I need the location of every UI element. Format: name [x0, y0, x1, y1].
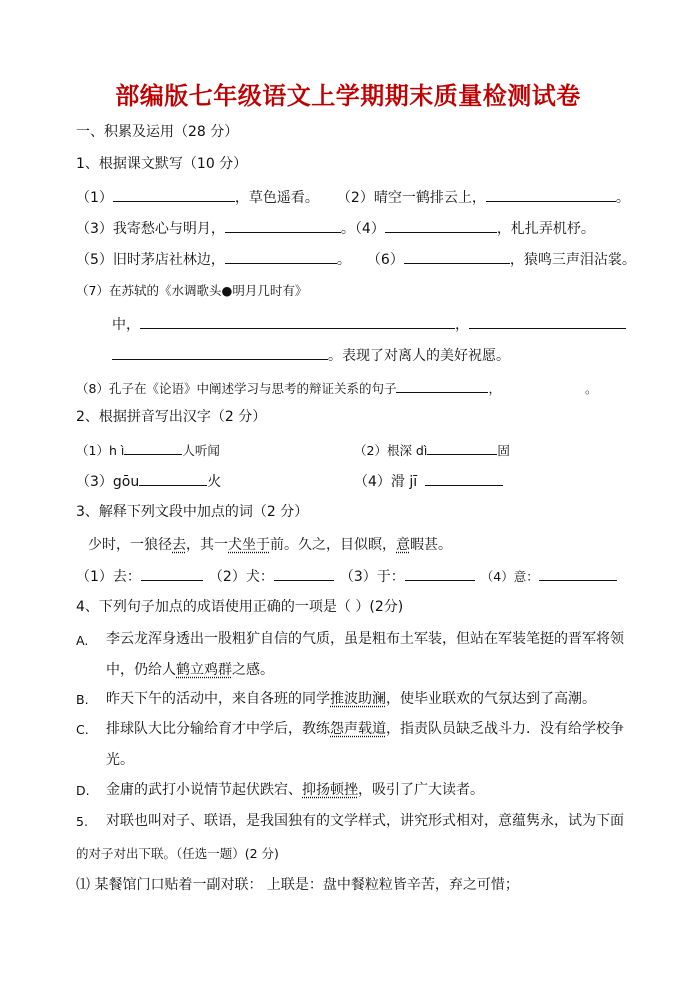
q4-option-b-text: 昨天下午的活动中，来自各班的同学 — [106, 691, 330, 707]
q4-option-d-line1[interactable] — [106, 779, 484, 801]
q3-passage — [88, 534, 452, 556]
q1-item2-text: （2）晴空一鹤排云上， — [336, 190, 486, 206]
q4-option-a-label: A. — [76, 633, 89, 648]
q1-item4-text: ，札扎弄机杼。 — [496, 221, 595, 237]
q3-ans-1-label: （1）去： — [76, 569, 141, 585]
q1-item8-line — [76, 377, 598, 400]
q2-a-label: （1）h ì — [76, 443, 125, 458]
q1-item3-text: （3）我寄愁心与明月， — [76, 221, 225, 237]
q4-option-a-idiom: 鹤立鸡群 — [176, 662, 232, 678]
q1-blank-2[interactable] — [486, 186, 616, 202]
q1-item7-comma: ， — [455, 317, 469, 333]
q1-item8-end: 。 — [584, 381, 598, 396]
exam-title: 部编版七年级语文上学期期末质量检测试卷 — [115, 82, 581, 110]
q1-blank-7a[interactable] — [140, 313, 455, 329]
q3-ans-2-label: （2）犬： — [208, 569, 274, 585]
q5-intro-line1: 对联也叫对子、联语，是我国独有的文学样式，讲究形式相对，意蕴隽永，试为下面 — [106, 813, 624, 829]
q3-dotted-word-quan: 犬 — [228, 537, 242, 553]
q5-intro-line2: 的对子对出下联。（任选一题）(2 分) — [76, 846, 279, 861]
q3-ans-3-label: （3）于： — [339, 569, 405, 585]
q4-option-a-text: 中，仍给人 — [106, 662, 176, 678]
section-1-heading: 一、积累及运用（28 分） — [76, 124, 239, 140]
q1-blank-6[interactable] — [404, 248, 510, 264]
q4-option-c-text: 排球队大比分输给育才中学后，教练 — [106, 721, 330, 737]
q3-passage-part-4: 暇甚。 — [410, 537, 452, 553]
q2-row-1 — [76, 439, 220, 462]
q4-option-c-line2[interactable]: 光。 — [106, 752, 134, 768]
q1-item8-comma: ， — [488, 381, 501, 396]
q2-c-suffix: 火 — [207, 474, 222, 490]
q1-item7-end: 。表现了对离人的美好祝愿。 — [328, 348, 510, 364]
q1-blank-8a[interactable] — [396, 377, 488, 393]
q1-item7-line1 — [76, 280, 307, 302]
q4-option-c-end: ，指责队员缺乏战斗力．没有给学校争 — [386, 721, 624, 737]
q1-blank-7b[interactable] — [469, 313, 626, 329]
q4-option-b-idiom: 推波助澜 — [330, 691, 386, 707]
q3-dotted-word-yi: 意 — [396, 537, 410, 553]
q1-item1-text: ，草色遥看。 — [234, 190, 319, 206]
q4-option-c-label: C. — [76, 722, 89, 737]
q3-passage-part-1: 少时，一狼径 — [88, 537, 172, 553]
q1-row-2 — [76, 217, 595, 240]
q2-b-suffix: 固 — [497, 443, 510, 458]
q4-option-c-idiom: 怨声载道 — [330, 721, 386, 737]
q1-item5-text: （5）旧时茅店社林边， — [76, 252, 225, 268]
q1-item6-num: （6） — [366, 252, 404, 268]
q1-item8-text: 孔子在《论语》中阐述学习与思考的辩证关系的句子 — [108, 381, 397, 396]
q2-d-label: （4）滑 jī — [354, 474, 418, 490]
q2-row-1b — [354, 439, 510, 462]
q4-option-c-line1[interactable] — [106, 718, 624, 740]
q1-heading: 1、根据课文默写（10 分） — [76, 156, 248, 172]
q4-option-a-end: 之感。 — [232, 662, 274, 678]
q3-dotted-word-zuoyu: 坐于 — [242, 537, 270, 553]
q1-blank-3[interactable] — [225, 217, 341, 233]
q2-blank-d[interactable] — [425, 470, 503, 486]
q4-option-b-end: ，使毕业联欢的气氛达到了高潮。 — [386, 691, 596, 707]
q1-item4-num: 。（4） — [340, 221, 385, 237]
q3-dotted-word-qu: 去 — [172, 537, 186, 553]
q4-option-b-line1[interactable] — [106, 688, 596, 710]
q3-blank-2[interactable] — [274, 565, 334, 581]
q2-row-2b — [354, 470, 503, 493]
q2-row-2 — [76, 470, 221, 493]
q1-item2-end: 。 — [615, 190, 630, 206]
q2-blank-c[interactable] — [139, 470, 207, 486]
q1-item1-num: （1） — [76, 190, 113, 206]
q1-item6-text: ，猿鸣三声泪沾裳。 — [509, 252, 636, 268]
q1-item7-line3 — [112, 344, 510, 367]
q1-row-3 — [76, 248, 636, 271]
q3-passage-part-3: 前。久之，目似瞑， — [270, 537, 396, 553]
q1-blank-1[interactable] — [113, 186, 235, 202]
q4-heading: 4、下列句子加点的成语使用正确的一项是（ ）(2分) — [76, 599, 404, 615]
q4-option-b-label: B. — [76, 692, 89, 707]
q3-blank-1[interactable] — [141, 565, 203, 581]
q5-label: 5. — [76, 814, 88, 829]
q2-blank-a[interactable] — [124, 439, 182, 455]
q1-item7-num: （7） — [76, 283, 109, 298]
q3-passage-part-2: ，其一 — [186, 537, 228, 553]
q1-item8-num: （8） — [76, 381, 109, 396]
q2-b-label: （2）根深 dì — [354, 443, 428, 458]
q1-item7-text: 在苏轼的《水调歌头●明月几时有》 — [108, 283, 308, 298]
q3-ans-4-label: （4）意： — [480, 569, 539, 584]
q4-option-d-idiom: 抑扬顿挫 — [302, 782, 358, 798]
q4-option-a-line2[interactable] — [106, 659, 274, 681]
q5-item-1: ⑴ 某餐馆门口贴着一副对联： 上联是：盘中餐粒粒皆辛苦，弃之可惜； — [76, 877, 519, 893]
q3-answers — [76, 565, 617, 588]
q3-blank-3[interactable] — [405, 565, 475, 581]
q1-blank-5[interactable] — [225, 248, 337, 264]
q2-blank-b[interactable] — [427, 439, 497, 455]
q2-a-suffix: 人听闻 — [182, 443, 220, 458]
q2-heading: 2、根据拼音写出汉字（2 分） — [76, 409, 267, 425]
q3-blank-4[interactable] — [539, 565, 617, 581]
q1-item5-end: 。 — [336, 252, 351, 268]
q4-option-d-text: 金庸的武打小说情节起伏跌宕、 — [106, 782, 302, 798]
q2-c-label: （3）gōu — [76, 474, 140, 490]
q1-blank-7c[interactable] — [112, 344, 328, 360]
q4-option-d-end: ，吸引了广大读者。 — [358, 782, 484, 798]
q1-blank-4[interactable] — [385, 217, 497, 233]
q1-row-1 — [76, 186, 630, 209]
q1-item7-line2 — [112, 313, 626, 336]
q4-option-d-label: D. — [76, 783, 90, 798]
q1-item7-zhong: 中， — [112, 317, 140, 333]
q3-heading: 3、解释下列文段中加点的词（2 分） — [76, 504, 309, 520]
q4-option-a-line1[interactable]: 李云龙浑身透出一股粗犷自信的气质，虽是粗布土军装，但站在军装笔挺的晋军将领 — [106, 631, 624, 647]
